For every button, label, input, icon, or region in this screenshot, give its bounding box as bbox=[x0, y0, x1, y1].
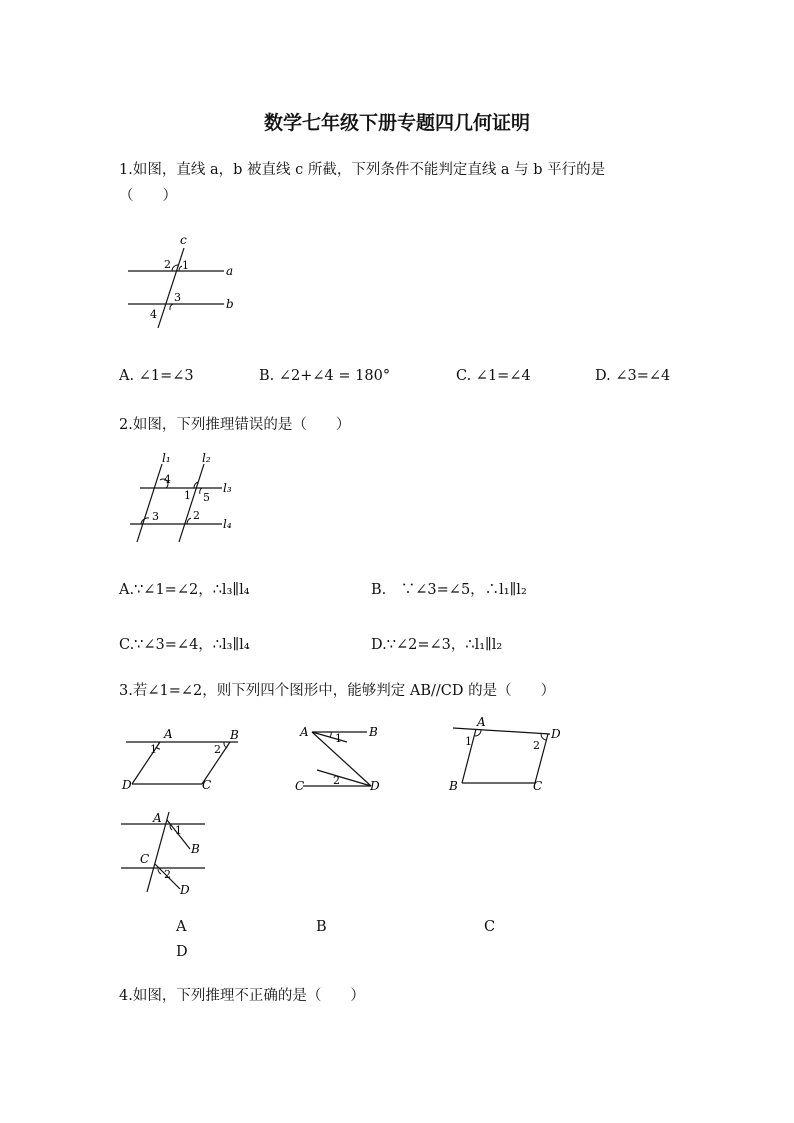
q3d-label-d: D bbox=[180, 883, 190, 897]
q3-figure-b bbox=[295, 722, 395, 797]
q2-label-l4: l₄ bbox=[223, 517, 232, 531]
q3b-label-a: A bbox=[300, 725, 309, 739]
q3-caption-b: B bbox=[316, 919, 327, 935]
q3c-label-d: D bbox=[551, 727, 561, 741]
q3b-label-2: 2 bbox=[333, 774, 340, 787]
q3-figure-c bbox=[447, 716, 572, 798]
q4-stem: 4.如图，下列推理不正确的是（ ） bbox=[119, 988, 365, 1004]
q2-label-4: 4 bbox=[164, 473, 171, 486]
q3d-label-c: C bbox=[140, 852, 150, 866]
q1-label-3: 3 bbox=[174, 291, 181, 304]
q3d-label-1: 1 bbox=[175, 824, 182, 837]
q3a-label-c: C bbox=[202, 778, 212, 792]
q1-label-1: 1 bbox=[182, 259, 189, 272]
q2-label-l2: l₂ bbox=[202, 452, 211, 465]
q2-figure bbox=[122, 452, 242, 547]
q3a-label-a: A bbox=[164, 727, 173, 741]
q3-figure-a bbox=[118, 722, 253, 797]
q3d-label-a: A bbox=[153, 811, 162, 825]
q3c-label-c: C bbox=[533, 779, 543, 793]
q1-option-b: B. ∠2+∠4 = 180° bbox=[259, 368, 391, 384]
q2-label-l3: l₃ bbox=[223, 481, 232, 495]
q3c-label-b: B bbox=[449, 779, 458, 793]
q1-label-a: a bbox=[226, 264, 234, 278]
q3c-label-a: A bbox=[477, 716, 486, 729]
q3b-label-d: D bbox=[370, 779, 380, 793]
q1-label-c: c bbox=[180, 233, 187, 247]
q1-option-c: C. ∠1=∠4 bbox=[456, 368, 531, 384]
q3b-label-b: B bbox=[369, 725, 378, 739]
q3-stem: 3.若∠1=∠2，则下列四个图形中，能够判定 AB//CD 的是（ ） bbox=[119, 683, 556, 699]
q1-label-4: 4 bbox=[150, 308, 157, 321]
q3c-label-1: 1 bbox=[465, 735, 472, 748]
q3-caption-d: D bbox=[176, 944, 188, 960]
q2-label-2: 2 bbox=[193, 509, 200, 522]
q2-label-5: 5 bbox=[203, 491, 210, 504]
q1-label-2: 2 bbox=[164, 258, 171, 271]
q1-figure bbox=[120, 232, 250, 332]
q3c-label-2: 2 bbox=[533, 739, 540, 752]
q2-label-1: 1 bbox=[184, 489, 191, 502]
q3a-label-b: B bbox=[230, 728, 239, 742]
q1-paren: （ ） bbox=[119, 188, 177, 204]
q1-option-d: D. ∠3=∠4 bbox=[595, 368, 671, 384]
q1-label-b: b bbox=[226, 297, 234, 311]
q2-option-a: A.∵∠1=∠2，∴l₃∥l₄ bbox=[119, 582, 250, 598]
q2-label-l1: l₁ bbox=[162, 452, 171, 465]
q3a-label-2: 2 bbox=[214, 743, 221, 756]
q3a-label-1: 1 bbox=[150, 743, 157, 756]
q3d-label-b: B bbox=[191, 842, 200, 856]
q1-stem: 1.如图，直线 a，b 被直线 c 所截，下列条件不能判定直线 a 与 b 平行的是 bbox=[119, 162, 606, 178]
q3d-label-2: 2 bbox=[164, 868, 171, 881]
q3b-label-1: 1 bbox=[335, 732, 342, 745]
page-title: 数学七年级下册专题四几何证明 bbox=[263, 112, 530, 134]
q3a-label-d: D bbox=[122, 778, 132, 792]
q3-caption-c: C bbox=[484, 919, 496, 935]
q2-option-b: B. ∵∠3=∠5，∴l₁∥l₂ bbox=[371, 582, 527, 598]
q2-label-3: 3 bbox=[152, 510, 159, 523]
q3-figure-d bbox=[117, 808, 217, 900]
q2-option-d: D.∵∠2=∠3，∴l₁∥l₂ bbox=[371, 637, 503, 653]
q2-stem: 2.如图，下列推理错误的是（ ） bbox=[119, 417, 351, 433]
q3b-label-c: C bbox=[295, 779, 305, 793]
q3-caption-a: A bbox=[176, 919, 187, 935]
q1-option-a: A. ∠1=∠3 bbox=[119, 368, 194, 384]
q2-option-c: C.∵∠3=∠4，∴l₃∥l₄ bbox=[119, 637, 250, 653]
